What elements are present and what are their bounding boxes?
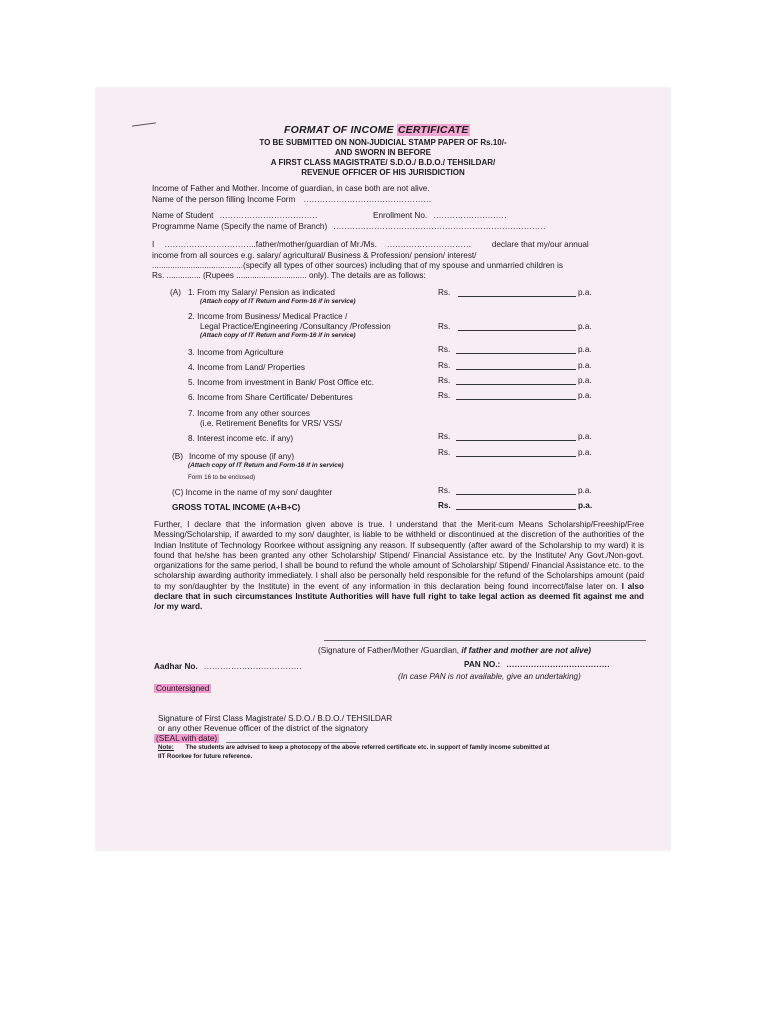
seal-date-line[interactable]: [226, 742, 356, 743]
pa-label: p.a.: [578, 486, 592, 495]
pen-mark: [132, 122, 156, 126]
pa-label: p.a.: [578, 432, 592, 441]
section-b-label: (B): [172, 452, 183, 461]
item-interest: 8. Interest income etc. if any): [188, 434, 294, 443]
seal-label: [154, 734, 219, 743]
header-line-4: REVENUE OFFICER OF HIS JURISDICTION: [301, 168, 465, 177]
item-business: 2. Income from Business/ Medical Practice /: [188, 312, 348, 321]
item-other-sources: 7. Income from any other sources: [188, 409, 310, 418]
item-business-2: Legal Practice/Engineering /Consultancy /Profession: [200, 322, 391, 331]
student-name-label: [152, 211, 318, 220]
document-title: [284, 124, 470, 136]
rs-label: Rs.: [438, 448, 451, 457]
item-children: (C) Income in the name of my son/ daughter: [172, 488, 333, 497]
decl-ward-dots: ...............................: [387, 240, 472, 249]
item-land: 4. Income from Land/ Properties: [188, 363, 305, 372]
header-line-2: AND SWORN IN BEFORE: [335, 148, 431, 157]
header-line-1: TO BE SUBMITTED ON NON-JUDICIAL STAMP PAPER OF Rs.10/-: [259, 138, 507, 147]
item-spouse-note: (Attach copy of IT Return and Form-16 if in service): [188, 462, 344, 469]
title-text: FORMAT OF INCOME: [284, 124, 397, 136]
amount-line-investment[interactable]: [456, 384, 576, 385]
programme-text: Programme Name (Specify the name of Branch): [152, 222, 328, 231]
rs-label: Rs.: [438, 432, 451, 441]
header-line-3: A FIRST CLASS MAGISTRATE/ S.D.O./ B.D.O./ TEHSILDAR/: [270, 158, 496, 167]
student-name-text: Name of Student: [152, 211, 214, 220]
programme-dots: ..............................................................................: [333, 222, 546, 231]
person-filling-dots: ...............................................: [303, 195, 432, 204]
enrollment-label: [373, 211, 507, 220]
decl-declare: declare that my/our annual: [491, 240, 589, 249]
pa-label: p.a.: [578, 376, 592, 385]
seal-text: (SEAL with date): [156, 734, 218, 743]
signature-label-italic: if father and mother are not alive): [461, 646, 592, 655]
pa-label: p.a.: [578, 322, 592, 331]
rs-label: Rs.: [438, 486, 451, 495]
declaration-line-1: [152, 240, 589, 249]
countersigned-label: [154, 684, 211, 693]
pa-label: p.a.: [578, 501, 593, 510]
programme-label: [152, 222, 546, 231]
declaration-line-4: Rs. ............... (Rupees ............................... only). The details are as follows:: [152, 271, 426, 280]
item-shares: 6. Income from Share Certificate/ Debentures: [188, 393, 353, 402]
title-highlight: CERTIFICATE: [397, 124, 469, 136]
pa-label: p.a.: [578, 391, 592, 400]
form16-note: Form 16 to be enclosed): [188, 474, 256, 481]
enrollment-dots: ...........................: [433, 211, 507, 220]
amount-line-business[interactable]: [458, 330, 576, 331]
person-filling-text: Name of the person filling Income Form: [152, 195, 296, 204]
note-line-2: IIT Roorkee for future reference.: [158, 753, 253, 760]
certificate-page: [96, 88, 670, 850]
declaration-line-3: ........................................(specify all types of other sources) including that of my spouse and unmarried children is: [152, 261, 563, 270]
item-other-sources-2: (i.e. Retirement Benefits for VRS/ VSS/: [200, 419, 342, 428]
pan-dots: ......................................: [506, 660, 610, 669]
signature-line[interactable]: [324, 640, 646, 641]
aadhar-text: Aadhar No.: [154, 662, 198, 671]
declaration-paragraph: [154, 520, 644, 613]
note-label: Note:: [158, 744, 174, 751]
rs-label: Rs.: [438, 501, 451, 510]
signature-label: [318, 646, 591, 655]
intro-line-1: Income of Father and Mother. Income of guardian, in case both are not alive.: [152, 184, 430, 193]
item-spouse: Income of my spouse (if any): [189, 452, 295, 461]
pa-label: p.a.: [578, 288, 592, 297]
student-name-dots: ....................................: [219, 211, 318, 220]
person-filling-label: [152, 195, 432, 204]
amount-line-agriculture[interactable]: [456, 353, 576, 354]
decl-name-dots: ...............................: [164, 240, 249, 249]
pan-text: PAN NO.:: [464, 660, 501, 669]
item-business-note: (Attach copy of IT Return and Form-16 if in service): [200, 332, 356, 339]
countersigned-text: Countersigned: [156, 684, 210, 693]
rs-label: Rs.: [438, 345, 451, 354]
pa-label: p.a.: [578, 345, 592, 354]
decl-relation: ...father/mother/guardian of Mr./Ms.: [248, 240, 377, 249]
note-text: The students are advised to keep a photocopy of the above referred certificate etc. in support of family income submitted at: [185, 744, 550, 751]
declaration-paragraph-text: Further, I declare that the information given above is true. I understand that the Merit-cum Means Scholarship/Freeship/Free Messing/Scholarship, if awarded to my son/ daughter, is liable to be withheld or discontinued at the discretion of the authorities of the Indian Institute of Technology Roorkee without assigning any reason. If subsequently (after award of the Scholarship to my ward) it is found that he/she has been granted any other Scholarship/ Stipend/ Financial Assistance etc. by the Institute/ Any Govt./Non-govt. organizations for the same period, I shall be bound to refund the whole amount of Scholarship/ Stipend/ Financial Assistance etc. to the scholarship awarding authority immediately. I shall also be personally held responsible for the refund of the Scholarships amount (paid to my son/daughter by the Institute) in the event of any information in this declaration being found incorrect/false later on.: [154, 520, 644, 591]
aadhar-dots: ....................................: [203, 662, 302, 671]
rs-label: Rs.: [438, 376, 451, 385]
enrollment-text: Enrollment No.: [373, 211, 428, 220]
pa-label: p.a.: [578, 448, 592, 457]
amount-line-salary[interactable]: [458, 296, 576, 297]
note-line-1: [158, 744, 549, 751]
item-salary-note: (Attach copy of IT Return and Form-16 if in service): [200, 298, 356, 305]
declaration-paragraph-bold: I also declare that in such circumstances Institute Authorities will have full right to take legal action as deemed fit against me and /or my ward.: [154, 581, 644, 612]
amount-line-gross[interactable]: [456, 509, 576, 510]
magistrate-line-2: or any other Revenue officer of the district of the signatory: [158, 724, 369, 733]
amount-line-shares[interactable]: [456, 399, 576, 400]
pan-note: (In case PAN is not available, give an undertaking): [398, 672, 581, 681]
item-salary: 1. From my Salary/ Pension as indicated: [188, 288, 335, 297]
decl-i: I: [152, 240, 155, 249]
section-a-label: (A): [170, 288, 181, 297]
aadhar-label: [154, 662, 302, 671]
amount-line-interest[interactable]: [456, 440, 576, 441]
amount-line-children[interactable]: [456, 494, 576, 495]
gross-total-label: GROSS TOTAL INCOME (A+B+C): [172, 503, 301, 512]
declaration-line-2: income from all sources e.g. salary/ agricultural/ Business & Profession/ pension/ interest/: [152, 251, 477, 260]
pa-label: p.a.: [578, 361, 592, 370]
magistrate-line-1: Signature of First Class Magistrate/ S.D.O./ B.D.O./ TEHSILDAR: [158, 714, 393, 723]
item-agriculture: 3. Income from Agriculture: [188, 348, 284, 357]
rs-label: Rs.: [438, 288, 451, 297]
pan-label: [464, 660, 610, 669]
amount-line-spouse[interactable]: [456, 456, 576, 457]
amount-line-land[interactable]: [456, 369, 576, 370]
rs-label: Rs.: [438, 391, 451, 400]
item-investment: 5. Income from investment in Bank/ Post Office etc.: [188, 378, 374, 387]
rs-label: Rs.: [438, 361, 451, 370]
signature-label-text: (Signature of Father/Mother /Guardian,: [318, 646, 462, 655]
rs-label: Rs.: [438, 322, 451, 331]
